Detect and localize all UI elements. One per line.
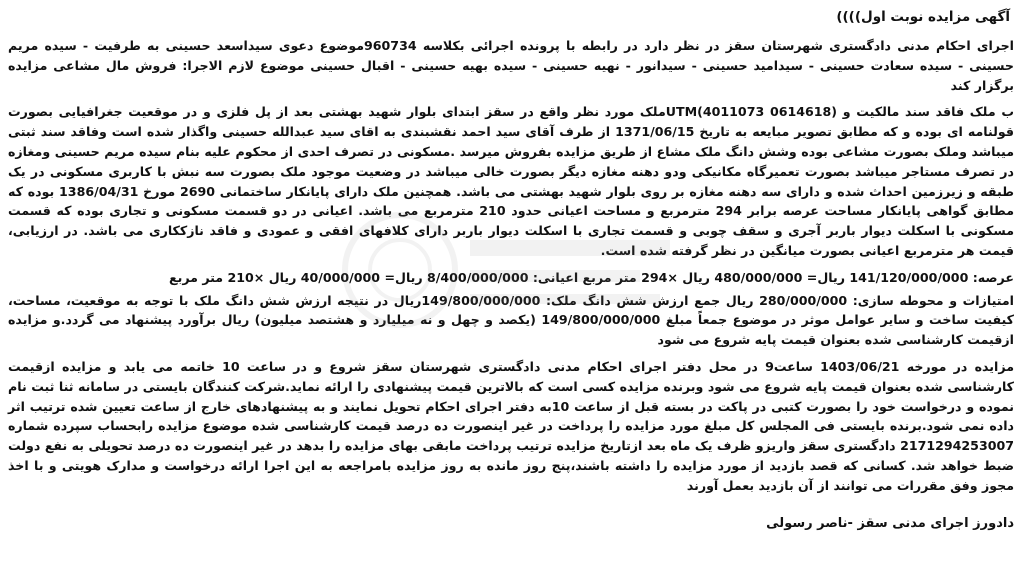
valuation-total-paragraph: امتیازات و محوطه سازی: 280/000/000 ریال جمع ارزش شش دانگ ملک: 149/800/000/000ریال در نتیجه ارزش شش دانگ ملک با توجه به موقعیت، مساحت، کیفیت ساخت و سایر عوامل موثر در موضوع جمعاً مبلغ 149/800/000/000 (یکصد و چهل و نه میلیارد و هشتصد میلیون) ریال برآورد پیشنهاد می گردد.و مزایده ازقیمت کارشناسی شده بعنوان قیمت پایه شروع می شود — [8, 292, 1015, 348]
signature-line: دادورز اجرای مدنی سقز -ناصر رسولی — [766, 515, 1014, 531]
auction-notice — [8, 4, 1014, 580]
property-description-paragraph: ب ملک فاقد سند مالکیت و (0614618 4011073)UTMملک مورد نظر واقع در سقز ابتدای بلوار شهید بهشتی بعد از پل فلزی و در موقعیت جغرافیایی بصورت قولنامه ای بوده و که مطابق تصویر مبایعه به تاریخ 1371/06/15 از طرف آقای سید احمد نقشبندی به اقای سید عبدالله حسینی واگذار شده است وفاقد سند ثبتی میباشد وملک بصورت مشاعی بوده وشش دانگ ملک مشاع از طریق مزایده بفروش میرسد .مسکونی در تصرف احدی از محکوم علیه بنام سیده مریم حسینی ومغازه در تصرف مستاجر میباشد بصورت تعمیرگاه مکانیکی ودو دهنه مغازه دیگر بصورت خالی میباشد در وضعیت موجود ملک بصورت سه نبش با کاربری مسکونی در یک طبقه و زیرزمین احداث شده و دارای سه دهنه مغازه بر روی بلوار شهید بهشتی می باشد. همچنین ملک دارای پایانکار ساختمانی 2690 مورخ 1386/04/31 بوده که مطابق گواهی پایانکار مساحت عرصه برابر 294 مترمربع و مساحت اعیانی حدود 210 مترمربع می باشد. اعیانی در دو قسمت مسکونی و تجاری بوده که قسمت مسکونی با اسکلت دیوار باربر آجری و سقف چوبی و قسمت تجاری با اسکلت دیوار باربر دارای کلافهای افقی و عمودی و فاقد نازککاری می باشد. در ارزیابی، قیمت هر مترمربع اعیانی بصورت میانگین در نظر گرفته شده است. — [8, 104, 1014, 258]
auction-terms-paragraph: مزایده در مورخه 1403/06/21 ساعت9 در محل دفتر اجرای احکام مدنی دادگستری شهرستان سقز شروع و در ساعت 10 خاتمه می یابد و مزایده ازقیمت کارشناسی شده بعنوان قیمت پایه شروع می شود وبرنده مزایده کسی است که بالاترین قیمت پیشنهادی را ارائه نماید.شرکت کنندگان بایستی در سامانه ثنا ثبت نام نموده و درخواست خود را بصورت کتبی در پاکت در بسته قبل از ساعت 10به دفتر اجرای احکام تحویل نمایند و به پیشنهادهای خارج از ساعت تعیین شده ترتیب اثر داده نمی شود.برنده بایستی فی المجلس کل مبلغ مورد مزایده را پرداخت در غیر اینصورت ده درصد قیمت کارشناسی شده موضوع مزایده رابحساب سپرده شماره 2171294253007 دادگستری سقز واریزو ظرف یک ماه بعد ازتاریخ مزایده ترتیب پرداخت مابقی بهای مزایده را بدهد در غیر اینصورت ده درصد تحویلی به نفع دولت ضبط خواهد شد. کسانی که قصد بازدید از مورد مزایده را داشته باشند،پنج روز مانده به روز مزایده بامراجعه به این اجرا ارائه درخواست و مدارک هویتی و با اخذ مجوز وفق مقررات می توانند از آن بازدید بعمل آورند — [8, 358, 1014, 493]
notice-intro-paragraph: اجرای احکام مدنی دادگستری شهرستان سقز در نظر دارد در رابطه با پرونده اجرائی بکلاسه 960734موضوع دعوی سیداسعد حسینی به طرفیت - سیده مریم حسینی - سیده سعادت حسینی - سیدامید حسینی - سیدانور - نهیه حسینی - سیده بهیه حسینی - اقبال حسینی موضوع لازم الاجرا: فروش مال مشاعی مزایده برگزار کند — [8, 38, 1014, 93]
notice-title: آگهی مزایده نوبت اول)))) — [836, 9, 1010, 25]
valuation-area-line: عرصه: 141/120/000/000 ریال= 480/000/000 ریال ×294 متر مربع اعیانی: 8/400/000/000 ریال= 40/000/000 ریال ×210 متر مربع — [168, 269, 1014, 285]
